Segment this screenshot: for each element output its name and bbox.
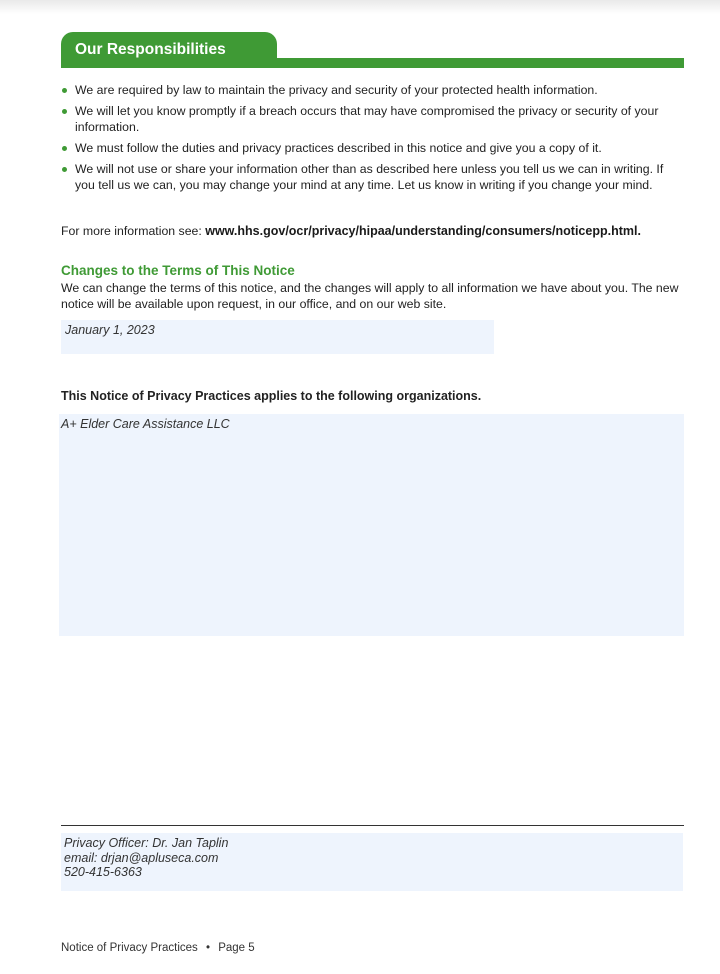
bullet-icon <box>62 109 67 114</box>
section-title-rule <box>61 58 684 68</box>
effective-date-value: January 1, 2023 <box>65 323 155 337</box>
more-info-line <box>61 224 641 238</box>
organizations-value: A+ Elder Care Assistance LLC <box>61 417 230 431</box>
bullet-icon <box>62 88 67 93</box>
organizations-field[interactable] <box>59 414 684 636</box>
bullet-icon <box>62 167 67 172</box>
page-number: Page 5 <box>218 942 255 954</box>
list-item: We will not use or share your information other than as described here unless you tell us we can in writing. If you tell us we can, you may change your mind at any time. Let us know in writing if you change your mind. <box>61 161 686 193</box>
more-info-url: www.hhs.gov/ocr/privacy/hipaa/understanding/consumers/noticepp.html. <box>205 224 641 238</box>
page-top-shade <box>0 0 720 14</box>
privacy-officer: Privacy Officer: Dr. Jan Taplin <box>64 836 229 850</box>
section-title: Our Responsibilities <box>75 41 226 58</box>
responsibilities-list <box>61 82 686 198</box>
changes-body: We can change the terms of this notice, and the changes will apply to all information we have about you. The new notice will be available upon request, in our office, and on our web site. <box>61 281 679 311</box>
more-info-label: For more information see: <box>61 224 202 238</box>
list-item: We will let you know promptly if a breach occurs that may have compromised the privacy or security of your information. <box>61 103 686 135</box>
contact-phone: 520-415-6363 <box>64 865 142 879</box>
effective-date-field[interactable] <box>61 320 494 354</box>
organizations-label: This Notice of Privacy Practices applies to the following organizations. <box>61 389 482 403</box>
list-item: We must follow the duties and privacy practices described in this notice and give you a copy of it. <box>61 140 686 156</box>
contact-divider <box>61 825 684 826</box>
list-item: We are required by law to maintain the privacy and security of your protected health information. <box>61 82 686 98</box>
contact-field[interactable] <box>61 833 683 891</box>
contact-email: email: drjan@apluseca.com <box>64 850 219 865</box>
bullet-icon <box>62 146 67 151</box>
changes-heading: Changes to the Terms of This Notice <box>61 263 295 278</box>
footer-doc-title: Notice of Privacy Practices <box>61 942 198 954</box>
page-footer <box>61 942 255 954</box>
footer-separator: • <box>205 942 210 954</box>
